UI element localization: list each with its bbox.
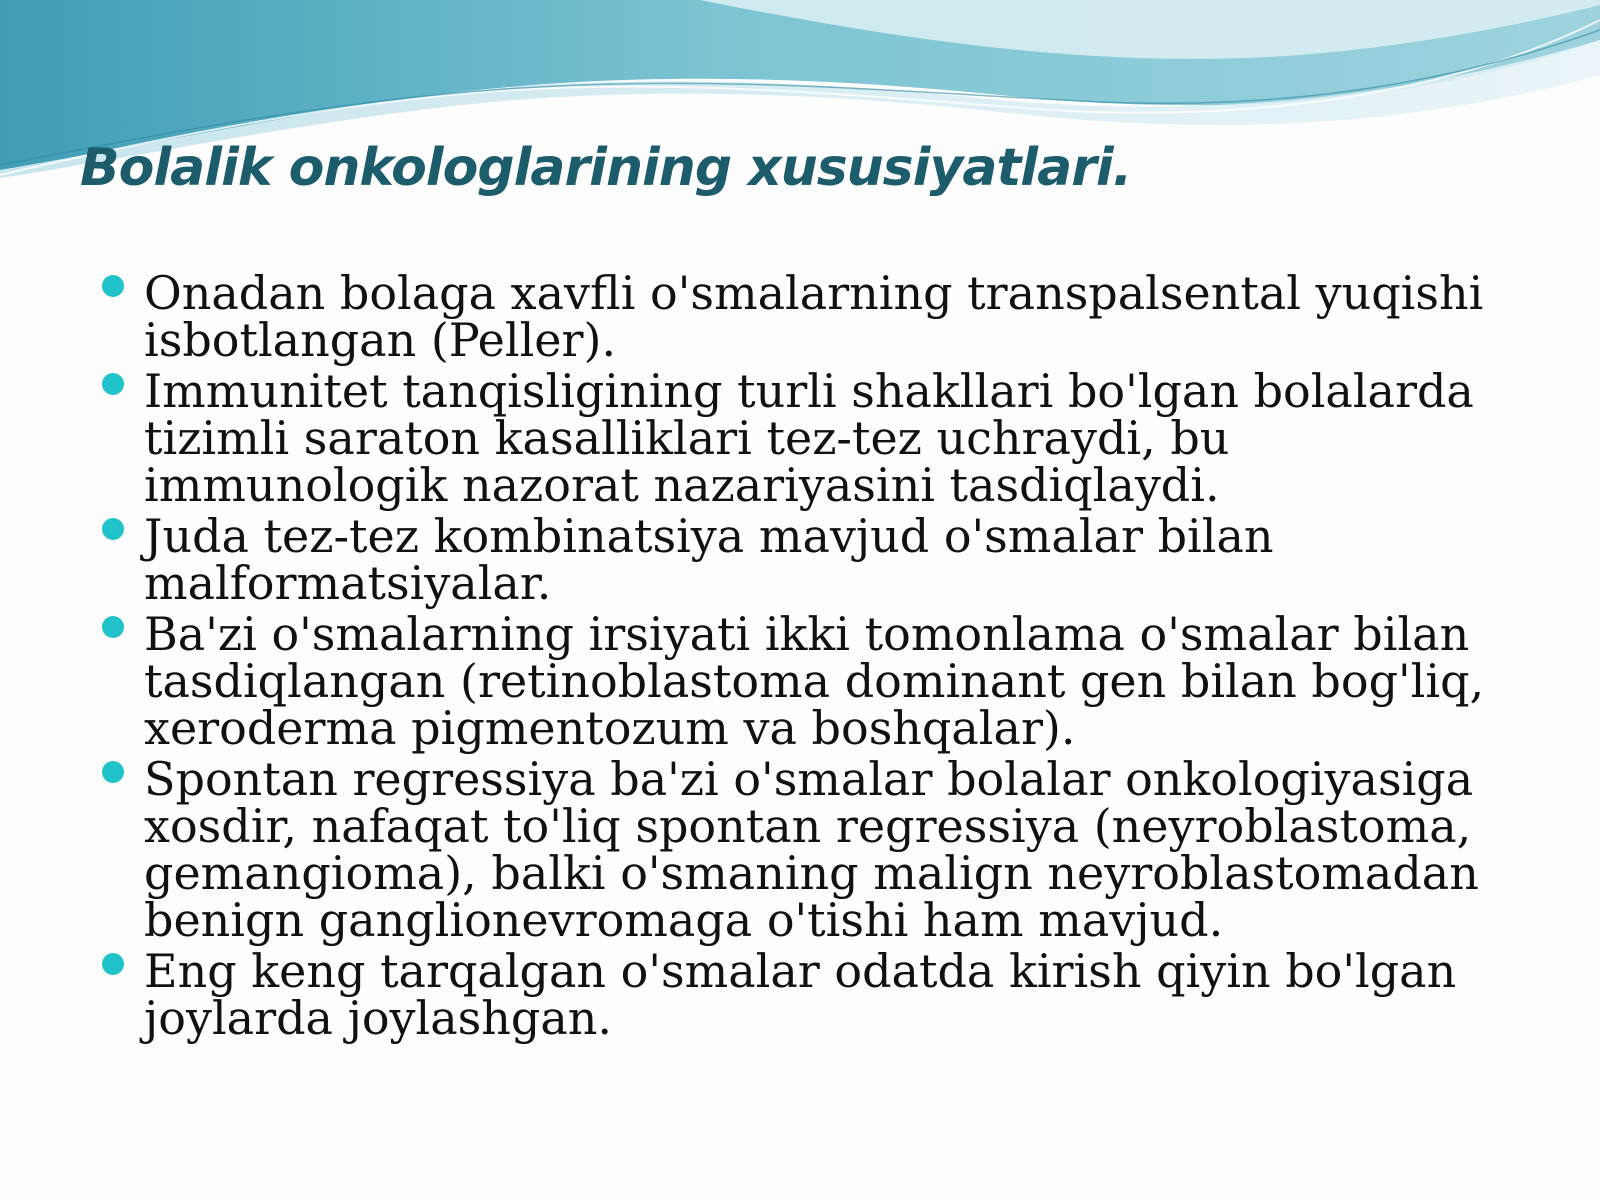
bullet-text: Eng keng tarqalgan o'smalar odatda kirish qiyin bo'lgan joylarda joylashgan. <box>144 944 1457 1045</box>
bullet-item <box>96 364 1516 512</box>
slide-title: Bolalik onkologlarining xususiyatlari. <box>80 138 1132 198</box>
bullet-text: Immunitet tanqisligining turli shakllari bo'lgan bolalarda tizimli saraton kasalliklari tez-tez uchraydi, bu immunologik nazorat nazariyasini tasdiqlaydi. <box>144 364 1474 512</box>
bullet-dot-icon <box>102 616 124 638</box>
bullet-text: Juda tez-tez kombinatsiya mavjud o'smalar bilan malformatsiyalar. <box>144 509 1274 610</box>
bullet-item <box>96 509 1516 610</box>
bullet-list <box>96 266 1516 1046</box>
bullet-dot-icon <box>102 761 124 783</box>
bullet-dot-icon <box>102 518 124 540</box>
bullet-item <box>96 944 1516 1045</box>
bullet-item <box>96 752 1516 947</box>
bullet-dot-icon <box>102 275 124 297</box>
bullet-item <box>96 266 1516 367</box>
bullet-text: Spontan regressiya ba'zi o'smalar bolalar onkologiyasiga xosdir, nafaqat to'liq spontan regressiya (neyroblastoma, gemangioma), balki o'smaning malign neyroblastomadan benign ganglionevromaga o'tishi ham mavjud. <box>144 752 1479 947</box>
bullet-dot-icon <box>102 953 124 975</box>
bullet-item <box>96 607 1516 755</box>
bullet-text: Onadan bolaga xavfli o'smalarning transpalsental yuqishi isbotlangan (Peller). <box>144 266 1484 367</box>
bullet-dot-icon <box>102 373 124 395</box>
bullet-text: Ba'zi o'smalarning irsiyati ikki tomonlama o'smalar bilan tasdiqlangan (retinoblastoma dominant gen bilan bog'liq, xeroderma pigmentozum va boshqalar). <box>144 607 1485 755</box>
